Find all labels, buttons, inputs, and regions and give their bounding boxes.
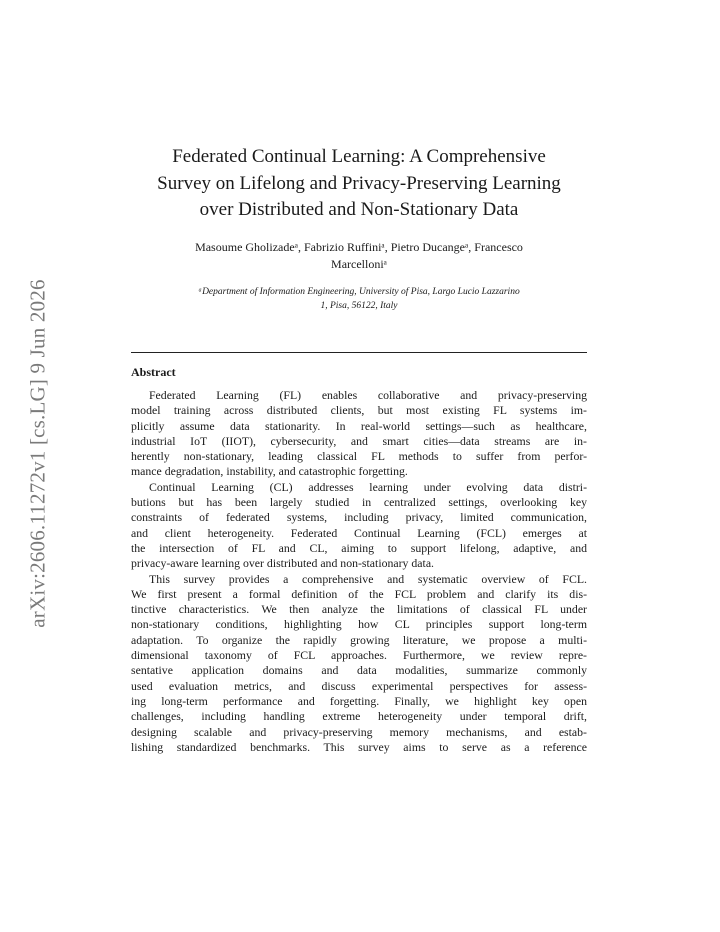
abstract-line: herently non-stationary, leading classical FL methods to suffer from perfor- xyxy=(131,449,587,464)
author-line: Marcelloniᵃ xyxy=(331,257,387,271)
abstract-line: model training across distributed clients, but most existing FL systems im- xyxy=(131,403,587,418)
title-line: over Distributed and Non-Stationary Data xyxy=(199,199,519,220)
affiliation xyxy=(131,285,587,313)
abstract-line: used evaluation metrics, and discuss experimental perspectives for assess- xyxy=(131,678,587,693)
abstract-line: butions but has been largely studied in centralized settings, overlooking key xyxy=(131,495,587,510)
abstract-line: dimensional taxonomy of FCL approaches. Furthermore, we review repre- xyxy=(131,648,587,663)
abstract-line: constraints of federated systems, including privacy, limited communication, xyxy=(131,510,587,525)
paper-title xyxy=(131,144,587,224)
abstract-line: the intersection of FL and CL, aiming to support lifelong, adaptive, and xyxy=(131,540,587,555)
affiliation-line: 1, Pisa, 56122, Italy xyxy=(320,301,398,311)
abstract-line: mance degradation, instability, and catastrophic forgetting. xyxy=(131,464,408,479)
author-line: Masoume Gholizadeᵃ, Fabrizio Ruffiniᵃ, Pietro Ducangeᵃ, Francesco xyxy=(195,240,523,254)
abstract-heading: Abstract xyxy=(131,365,176,379)
title-line: Federated Continual Learning: A Comprehensive xyxy=(172,146,546,167)
title-line: Survey on Lifelong and Privacy-Preserving Learning xyxy=(157,172,561,194)
abstract-line: designing scalable and privacy-preserving memory mechanisms, and estab- xyxy=(131,724,587,739)
abstract-divider xyxy=(131,352,587,353)
abstract-line: sentative application domains and data modalities, summarize commonly xyxy=(131,663,587,678)
abstract-line: and client heterogeneity. Federated Continual Learning (FCL) emerges at xyxy=(131,525,587,540)
abstract-line: industrial IoT (IIOT), cybersecurity, and smart cities—data streams are in- xyxy=(131,433,587,448)
abstract-line: tinctive characteristics. We then analyze the limitations of classical FL under xyxy=(131,602,587,617)
arxiv-identifier-text: arXiv:2606.11272v1 [cs.LG] 9 Jun 2026 xyxy=(25,278,50,628)
abstract-line: ing long-term performance and forgetting. Finally, we highlight key open xyxy=(131,693,587,708)
abstract-line: challenges, including handling extreme heterogeneity under temporal drift, xyxy=(131,709,587,724)
affiliation-line: ᵃDepartment of Information Engineering, University of Pisa, Largo Lucio Lazzarino xyxy=(198,287,520,297)
abstract-line: non-stationary conditions, highlighting how CL principles support long-term xyxy=(131,617,587,632)
arxiv-identifier-stamp xyxy=(18,265,58,641)
abstract-line: We first present a formal definition of the FCL problem and clarify its dis- xyxy=(131,586,587,601)
abstract-body xyxy=(131,388,587,755)
abstract-line: Continual Learning (CL) addresses learning under evolving data distri- xyxy=(149,479,587,494)
abstract-line: This survey provides a comprehensive and systematic overview of FCL. xyxy=(149,571,587,586)
abstract-line: privacy-aware learning over distributed and non-stationary data. xyxy=(131,556,434,571)
abstract-line: lishing standardized benchmarks. This survey aims to serve as a reference xyxy=(131,739,587,754)
abstract-line: adaptation. To organize the rapidly growing literature, we propose a multi- xyxy=(131,632,587,647)
author-list xyxy=(131,239,587,273)
abstract-line: plicitly assume data stationarity. In real-world settings—such as healthcare, xyxy=(131,418,587,433)
abstract-line: Federated Learning (FL) enables collaborative and privacy-preserving xyxy=(149,388,587,402)
